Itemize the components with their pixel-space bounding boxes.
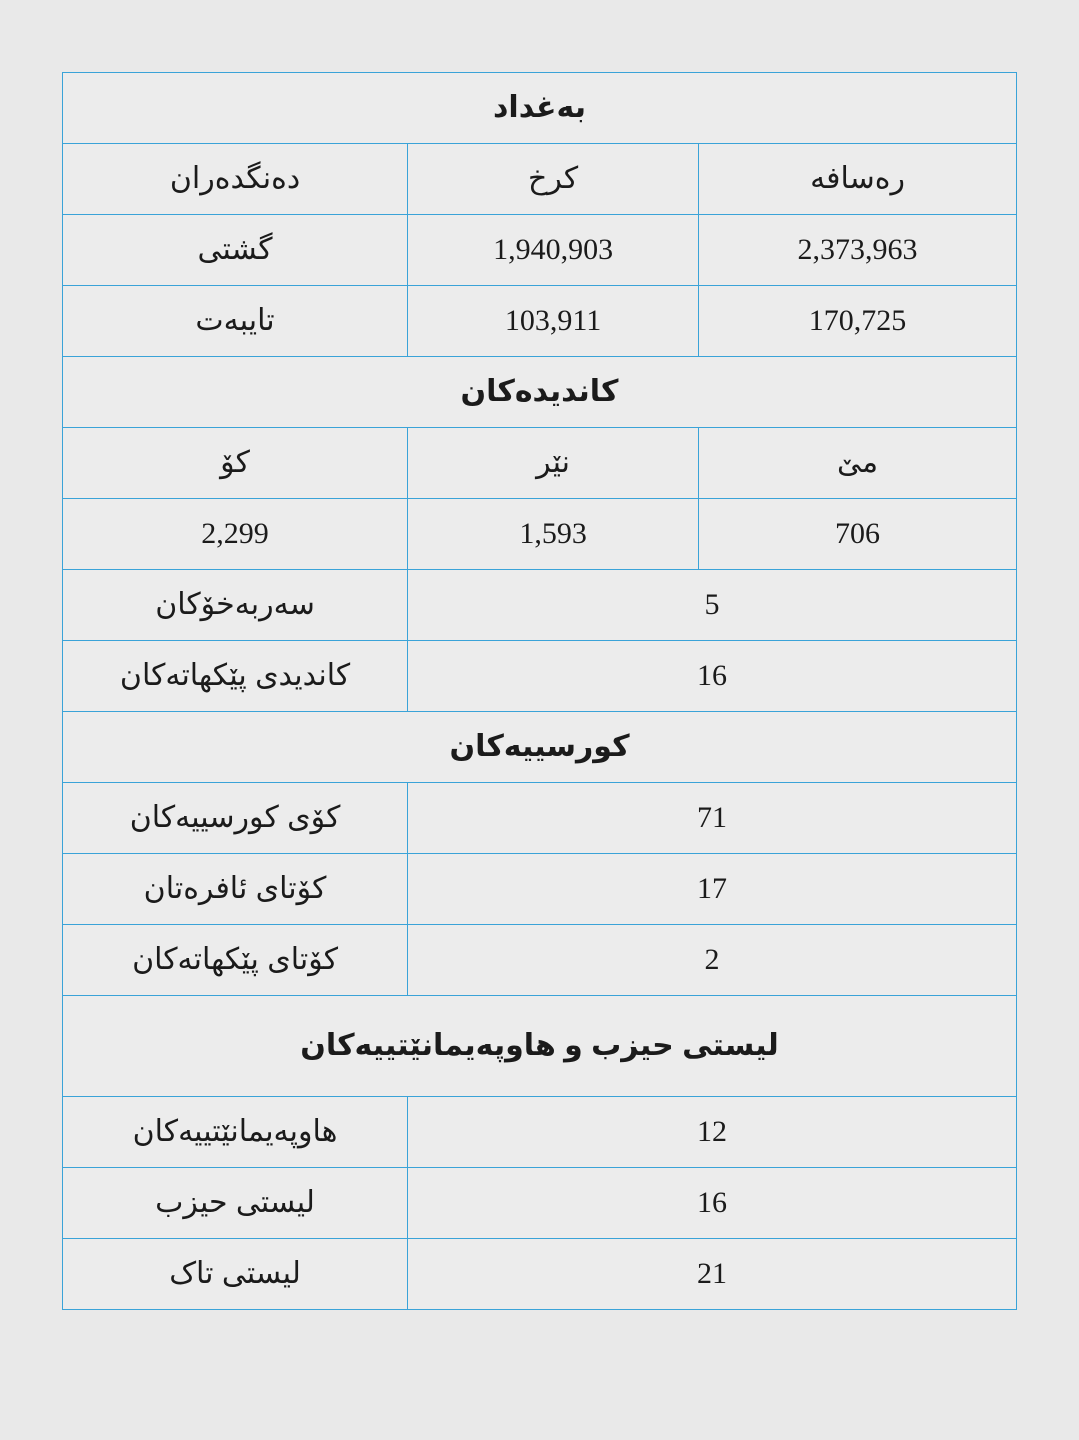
candidates-total-count: 2,299 <box>63 499 408 570</box>
table-row <box>63 499 1017 570</box>
candidates-total-header: کۆ <box>63 428 408 499</box>
table-row <box>63 783 1017 854</box>
lists-individual-label: لیستی تاک <box>63 1239 408 1310</box>
table-row <box>63 570 1017 641</box>
seats-total-label: کۆی کورسییه‌کان <box>63 783 408 854</box>
table-row <box>63 215 1017 286</box>
table-row <box>63 854 1017 925</box>
table-row-lists-section <box>63 996 1017 1097</box>
table-row <box>63 1239 1017 1310</box>
seats-women-quota-value: 17 <box>408 854 1017 925</box>
candidates-independent-label: سه‌ربه‌خۆکان <box>63 570 408 641</box>
candidates-female-header: مێ <box>699 428 1017 499</box>
voters-special-label: تایبه‌ت <box>63 286 408 357</box>
voters-special-karkh: 103,911 <box>408 286 699 357</box>
section-header-seats: کورسییه‌کان <box>63 712 1017 783</box>
seats-components-quota-label: کۆتای پێکهاته‌کان <box>63 925 408 996</box>
voters-karkh-header: کرخ <box>408 144 699 215</box>
section-header-candidates: کاندیده‌کان <box>63 357 1017 428</box>
candidates-male-header: نێر <box>408 428 699 499</box>
voters-general-label: گشتی <box>63 215 408 286</box>
table-row-candidates-section <box>63 357 1017 428</box>
candidates-components-value: 16 <box>408 641 1017 712</box>
table-row-title <box>63 73 1017 144</box>
lists-coalitions-value: 12 <box>408 1097 1017 1168</box>
table-row-voters-header <box>63 144 1017 215</box>
voters-row-header: ده‌نگده‌ران <box>63 144 408 215</box>
candidates-independent-value: 5 <box>408 570 1017 641</box>
baghdad-election-table <box>62 72 1017 1310</box>
seats-total-value: 71 <box>408 783 1017 854</box>
voters-general-karkh: 1,940,903 <box>408 215 699 286</box>
page-title: به‌غداد <box>63 73 1017 144</box>
candidates-female-count: 706 <box>699 499 1017 570</box>
table-row-candidates-header <box>63 428 1017 499</box>
lists-party-value: 16 <box>408 1168 1017 1239</box>
seats-components-quota-value: 2 <box>408 925 1017 996</box>
candidates-components-label: کاندیدی پێکهاته‌کان <box>63 641 408 712</box>
section-header-lists: لیستی حیزب و هاوپه‌یمانێتییه‌کان <box>63 996 1017 1097</box>
table-row <box>63 1168 1017 1239</box>
lists-party-label: لیستی حیزب <box>63 1168 408 1239</box>
table-row <box>63 641 1017 712</box>
voters-general-rusafa: 2,373,963 <box>699 215 1017 286</box>
table-row <box>63 286 1017 357</box>
candidates-male-count: 1,593 <box>408 499 699 570</box>
seats-women-quota-label: کۆتای ئافره‌تان <box>63 854 408 925</box>
table-row-seats-section <box>63 712 1017 783</box>
table-row <box>63 1097 1017 1168</box>
lists-individual-value: 21 <box>408 1239 1017 1310</box>
table-row <box>63 925 1017 996</box>
voters-special-rusafa: 170,725 <box>699 286 1017 357</box>
voters-rusafa-header: ره‌سافه <box>699 144 1017 215</box>
lists-coalitions-label: هاوپه‌یمانێتییه‌کان <box>63 1097 408 1168</box>
